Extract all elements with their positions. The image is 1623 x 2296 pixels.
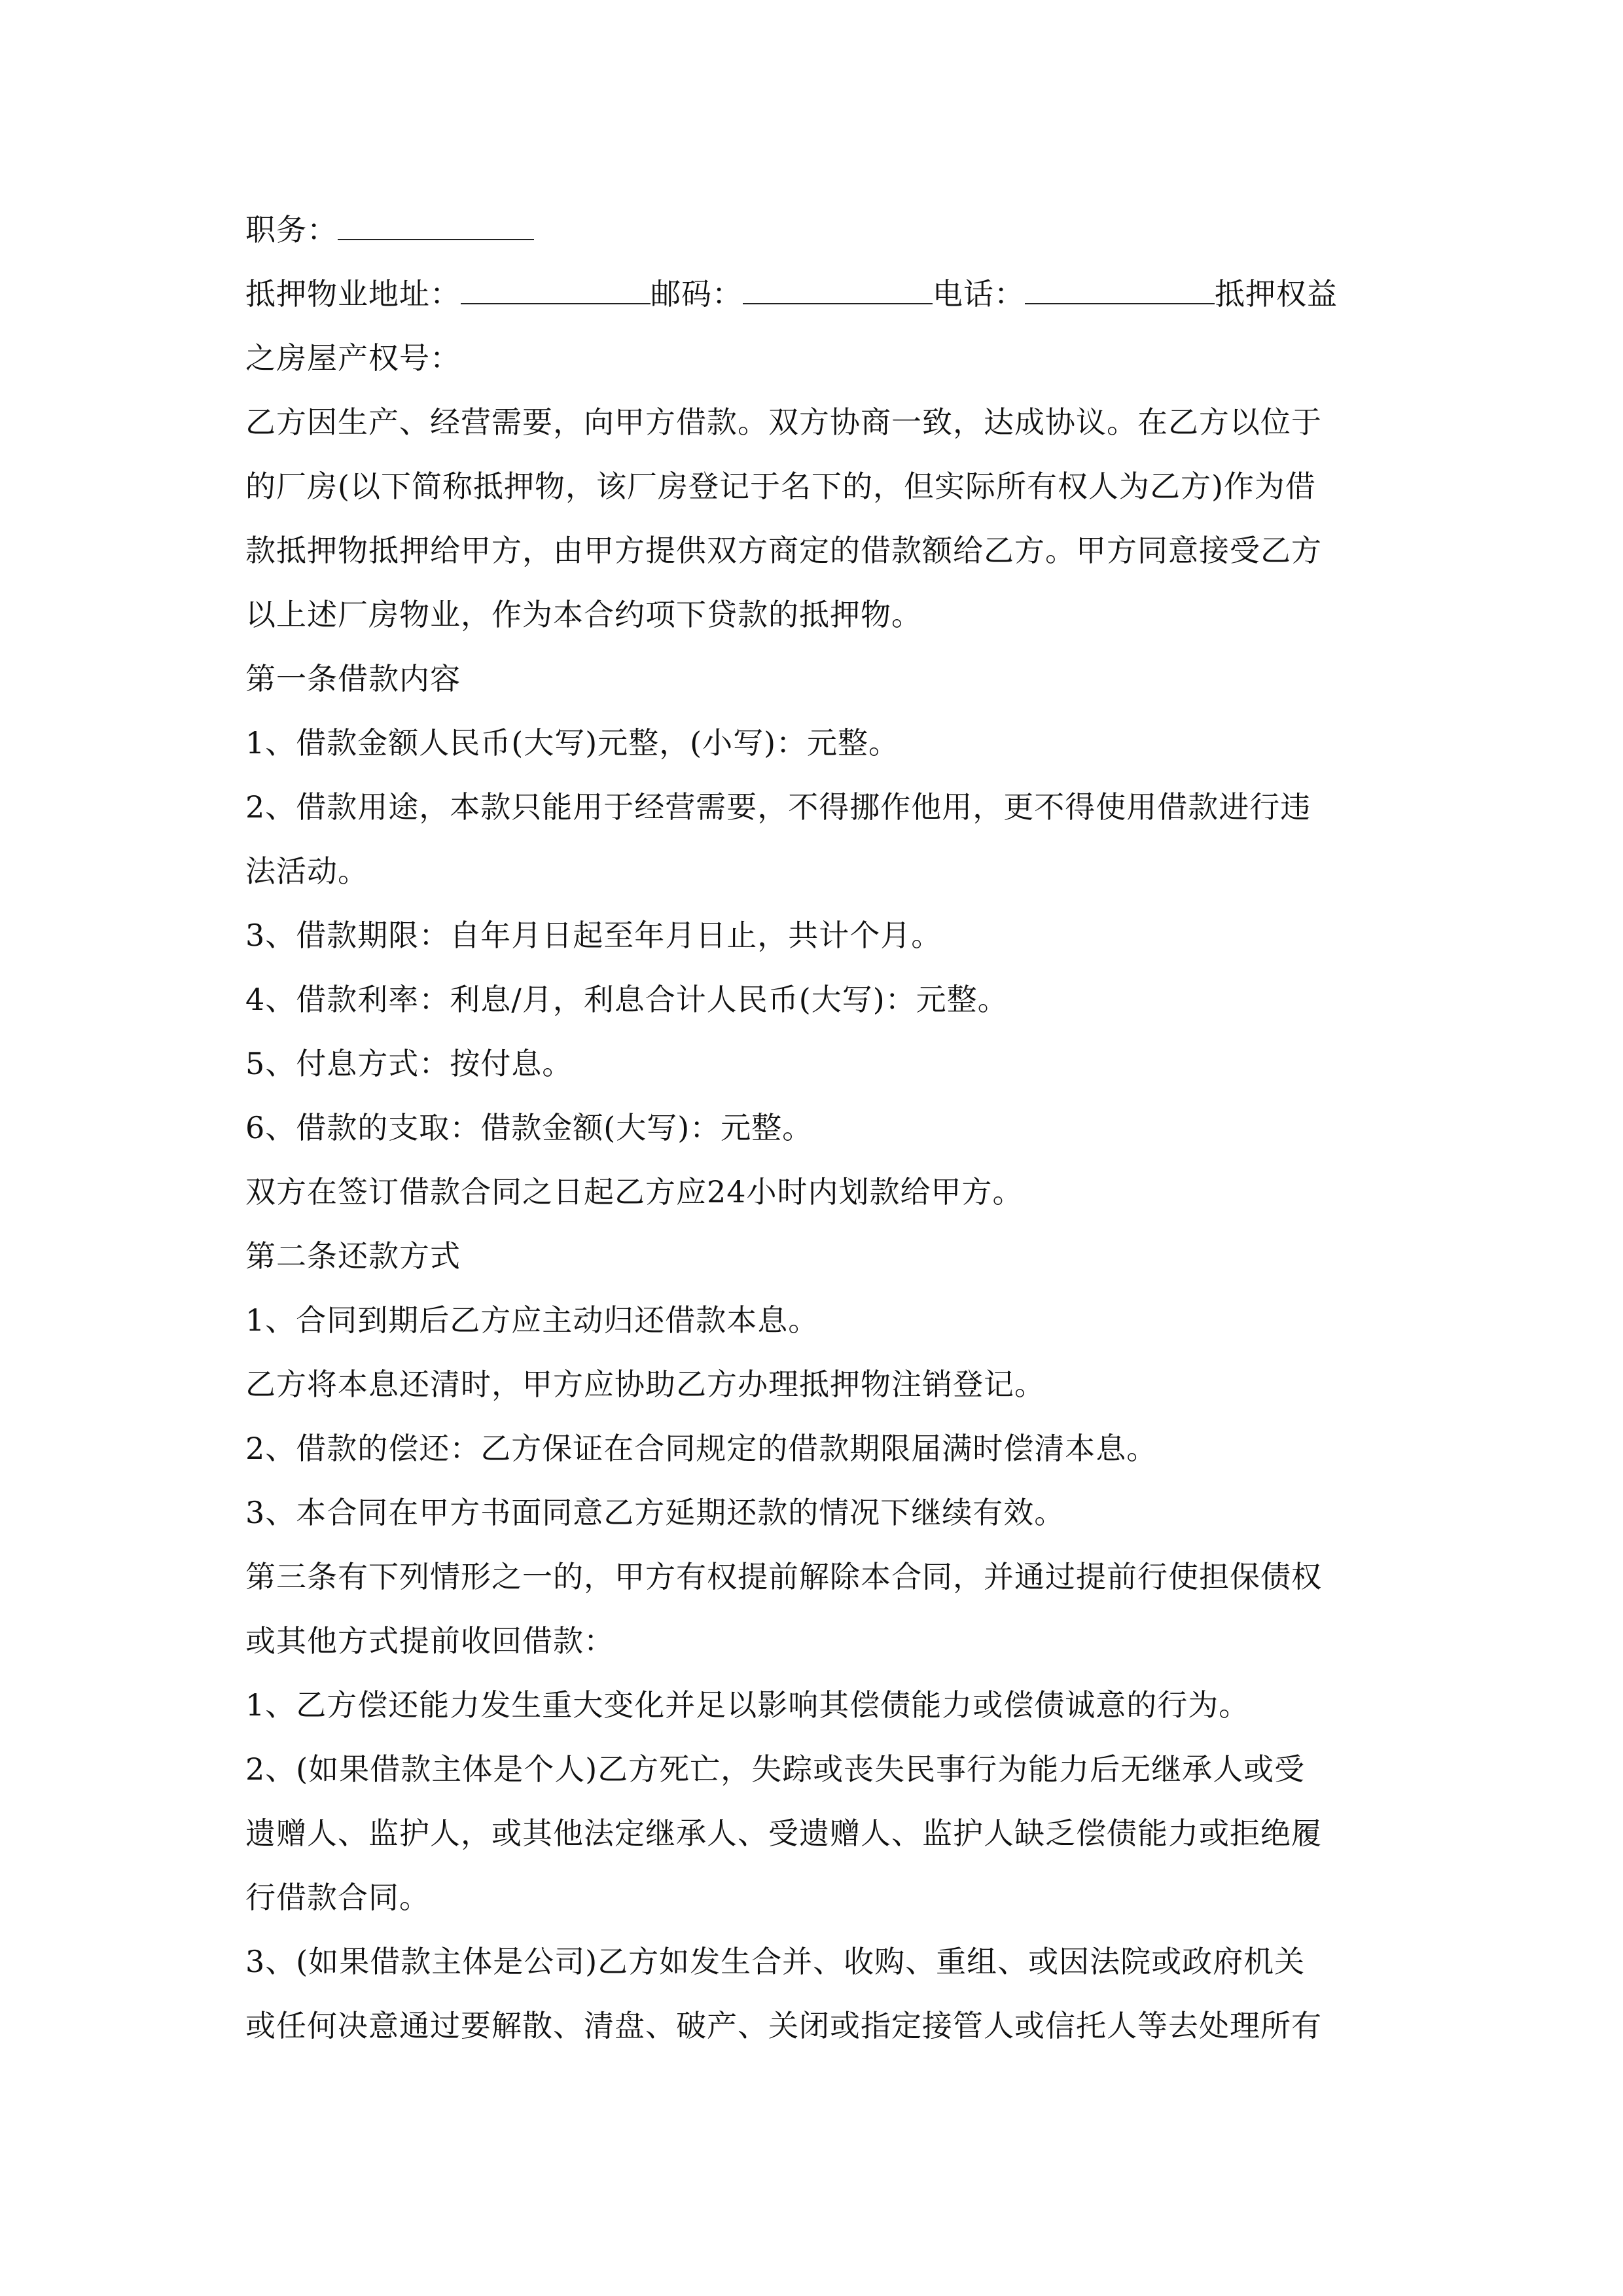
line-text: 1、合同到期后乙方应主动归还借款本息。 [245, 1302, 819, 1338]
document-line [245, 262, 1384, 326]
document-line [245, 1288, 1384, 1352]
document-line [245, 1929, 1384, 1994]
line-text: 6、借款的支取：借款金额(大写)：元整。 [245, 1110, 813, 1145]
document-line [245, 1096, 1384, 1160]
document-line [245, 967, 1384, 1031]
line-text: 遗赠人、监护人，或其他法定继承人、受遗赠人、监护人缺乏偿债能力或拒绝履 [245, 1816, 1322, 1851]
line-text: 2、(如果借款主体是个人)乙方死亡，失踪或丧失民事行为能力后无继承人或受 [245, 1751, 1306, 1787]
line-text: 第一条借款内容 [245, 661, 461, 696]
document-line [245, 711, 1384, 775]
line-text: 1、借款金额人民币(大写)元整，(小写)：元整。 [245, 725, 900, 761]
document-line [245, 1737, 1384, 1801]
document-line [245, 647, 1384, 711]
line-text: 的厂房(以下简称抵押物，该厂房登记于名下的，但实际所有权人为乙方)作为借 [245, 469, 1316, 504]
document-line [245, 1545, 1384, 1609]
line-text: 3、借款期限：自年月日起至年月日止，共计个月。 [245, 918, 942, 953]
line-text: 双方在签订借款合同之日起乙方应24小时内划款给甲方。 [245, 1174, 1024, 1210]
document-line [245, 198, 1384, 262]
document-line [245, 1994, 1384, 2058]
line-text: 行借款合同。 [245, 1880, 430, 1915]
line-text: 之房屋产权号： [245, 340, 461, 376]
line-text: 2、借款的偿还：乙方保证在合同规定的借款期限届满时偿清本息。 [245, 1431, 1158, 1466]
document-line [245, 583, 1384, 647]
document-line [245, 1352, 1384, 1416]
line-text: 法活动。 [245, 853, 368, 889]
fill-in-blank [743, 265, 933, 304]
line-text: 4、借款利率：利息/月，利息合计人民币(大写)：元整。 [245, 982, 1008, 1017]
phone-label: 电话： [933, 276, 1025, 312]
line-text: 2、借款用途，本款只能用于经营需要，不得挪作他用，更不得使用借款进行违 [245, 789, 1311, 825]
document-line [245, 390, 1384, 454]
line-text: 乙方将本息还清时，甲方应协助乙方办理抵押物注销登记。 [245, 1367, 1045, 1402]
line-text: 5、付息方式：按付息。 [245, 1046, 573, 1081]
document-line [245, 903, 1384, 967]
document-line [245, 518, 1384, 583]
document-line [245, 1865, 1384, 1929]
fill-in-blank [461, 265, 651, 304]
line-text: 3、(如果借款主体是公司)乙方如发生合并、收购、重组、或因法院或政府机关 [245, 1944, 1306, 1979]
document-line [245, 1609, 1384, 1673]
document-line [245, 1160, 1384, 1224]
document-line [245, 1224, 1384, 1288]
document-line [245, 1801, 1384, 1865]
document-line [245, 454, 1384, 518]
document-line [245, 775, 1384, 839]
document-line [245, 1480, 1384, 1545]
mortgage-rights-label: 抵押权益 [1215, 276, 1338, 312]
zip-label: 邮码： [651, 276, 743, 312]
document-line [245, 1673, 1384, 1737]
address-label: 抵押物业地址： [245, 276, 461, 312]
line-text: 乙方因生产、经营需要，向甲方借款。双方协商一致，达成协议。在乙方以位于 [245, 404, 1322, 440]
document-line [245, 1416, 1384, 1480]
document-line [245, 1031, 1384, 1096]
line-text: 或任何决意通过要解散、清盘、破产、关闭或指定接管人或信托人等去处理所有 [245, 2008, 1322, 2043]
line-text: 3、本合同在甲方书面同意乙方延期还款的情况下继续有效。 [245, 1495, 1065, 1530]
line-text: 第二条还款方式 [245, 1238, 461, 1274]
line-text: 1、乙方偿还能力发生重大变化并足以影响其偿债能力或偿债诚意的行为。 [245, 1687, 1250, 1723]
line-text: 或其他方式提前收回借款： [245, 1623, 615, 1659]
field-label: 职务： [245, 212, 338, 247]
line-text: 款抵押物抵押给甲方，由甲方提供双方商定的借款额给乙方。甲方同意接受乙方 [245, 533, 1322, 568]
document-line [245, 839, 1384, 903]
document-line [245, 326, 1384, 390]
fill-in-blank [1025, 265, 1215, 304]
line-text: 第三条有下列情形之一的，甲方有权提前解除本合同，并通过提前行使担保债权 [245, 1559, 1322, 1594]
fill-in-blank [338, 201, 534, 240]
line-text: 以上述厂房物业，作为本合约项下贷款的抵押物。 [245, 597, 922, 632]
contract-body [245, 198, 1384, 2058]
